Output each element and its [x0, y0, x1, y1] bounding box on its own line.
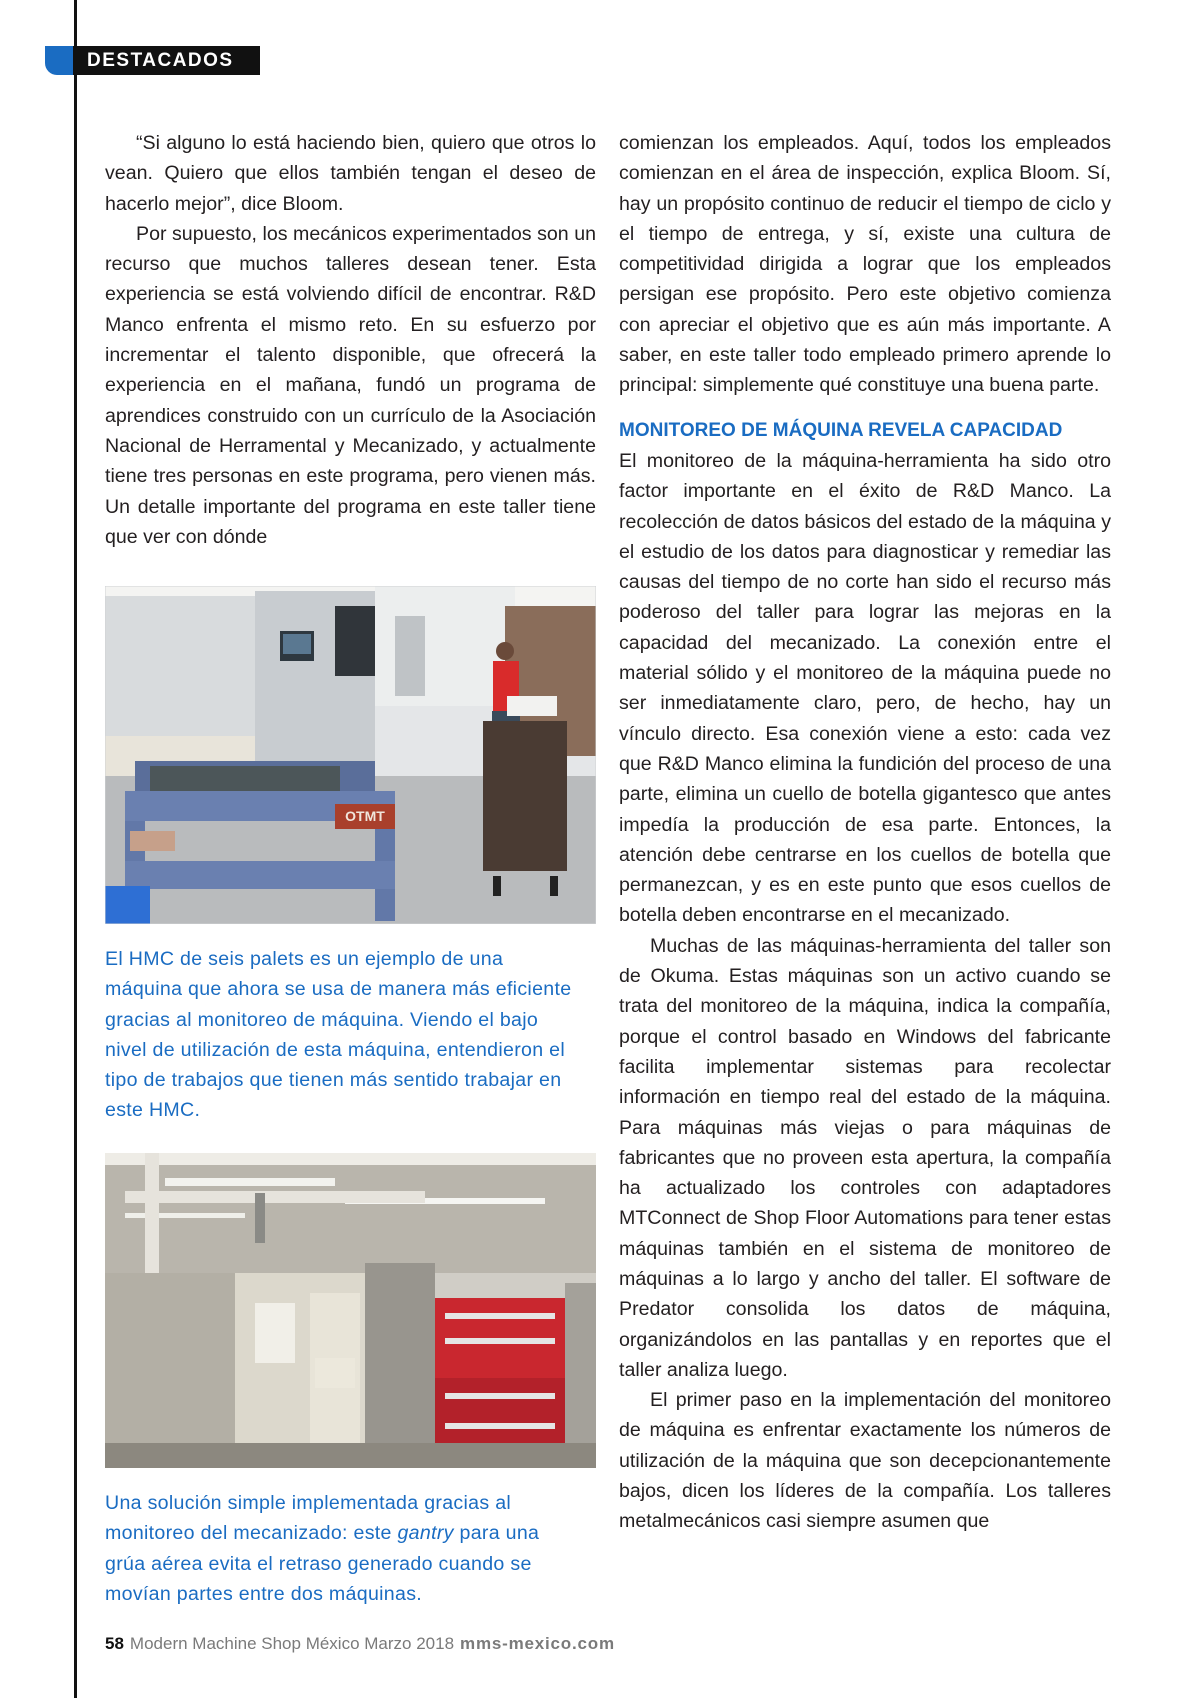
section-subheading: MONITOREO DE MÁQUINA REVELA CAPACIDAD: [619, 419, 1063, 441]
left-column: [105, 128, 596, 552]
body-paragraph: Por supuesto, los mecánicos experimentados son un recurso que muchos talleres desean tener. Esta experiencia se está volviendo difícil de encontrar. R&D Manco enfrenta el mismo reto. En su esfuerzo por incrementar el talento disponible, que ofrecerá la experiencia en el mañana, fundó un programa de aprendices construido con un currículo de la Asociación Nacional de Herramental y Mecanizado, y actualmente tiene tres personas en este programa, pero vienen más. Un detalle importante del programa en este taller tiene que ver con dónde: [105, 222, 596, 548]
photo-gantry-illustration: [105, 1153, 596, 1468]
photo-hmc-illustration: [105, 586, 596, 924]
page-number: 58: [105, 1634, 124, 1653]
photo-hmc-shop-floor: [105, 586, 596, 924]
page-footer: [105, 1634, 615, 1654]
body-paragraph: comienzan los empleados. Aquí, todos los empleados comienzan en el área de inspección, explica Bloom. Sí, hay un propósito continuo de reducir el tiempo de ciclo y el tiempo de entrega, y sí, existe una cultura de competitividad dirigida a lograr que los empleados persigan ese propósito. Pero este objetivo comienza con apreciar el objetivo que es aún más importante. A saber, en este taller todo empleado primero aprende lo principal: simplemente qué constituye una buena parte.: [619, 132, 1111, 397]
section-label: DESTACADOS: [73, 46, 260, 75]
body-paragraph: El monitoreo de la máquina-herramienta ha sido otro factor importante en el éxito de R&D Manco. La recolección de datos básicos del estado de la máquina y el estudio de los datos para diagnosticar y remediar las causas del tiempo de no corte han sido el recurso más poderoso del taller para lograr las mejoras en la capacidad del mecanizado. La conexión entre el material sólido y el monitoreo de la máquina puede no ser inmediatamente claro, pero, de hecho, hay un vínculo directo. Esa conexión viene a esto: cada vez que R&D Manco elimina la fundición del proceso de una parte, elimina un cuello de botella gigantesco que antes impedía la producción de esa parte. Entonces, la atención debe centrarse en los cuellos de botella que permanezcan, y es en este punto que esos cuellos de botella deben encontrarse en el mecanizado.: [619, 449, 1111, 927]
publication-line: Modern Machine Shop México Marzo 2018: [129, 1634, 455, 1653]
caption2-text-end: para una grúa aérea evita el retraso generado cuando se movían partes entre dos máquinas.: [105, 1522, 540, 1605]
website-link[interactable]: mms-mexico.com: [460, 1634, 615, 1653]
caption2-text-start: Una solución simple implementada gracias al monitoreo del mecanizado: este: [105, 1492, 512, 1545]
body-paragraph: El primer paso en la implementación del monitoreo de máquina es enfrentar exactamente los números de utilización de la máquina que son decepcionantemente bajos, dicen los líderes de la compañía. Los talleres metalmecánicos casi siempre asumen que: [619, 1389, 1111, 1533]
photo-caption-1: El HMC de seis palets es un ejemplo de una máquina que ahora se usa de manera más eficiente gracias al monitoreo de máquina. Viendo el bajo nivel de utilización de esta máquina, entendieron el tipo de trabajos que tienen más sentido trabajar en este HMC.: [105, 948, 572, 1122]
right-column: [619, 128, 1111, 1537]
photo-gantry-crane: [105, 1153, 596, 1468]
section-label-tab: [45, 46, 260, 75]
section-tab-accent: [45, 46, 73, 75]
body-paragraph: Muchas de las máquinas-herramienta del taller son de Okuma. Estas máquinas son un activo cuando se trata del monitoreo de la máquina, indica la compañía, porque el control basado en Windows del fabricante facilita implementar sistemas para recolectar información en tiempo real del estado de la máquina. Para máquinas más viejas o para máquinas de fabricantes que no proveen esta apertura, la compañía ha actualizado los controles con adaptadores MTConnect de Shop Floor Automations para tener estas máquinas también en el sistema de monitoreo de máquinas a lo largo y ancho del taller. El software de Predator consolida los datos de máquina, organizándolos en las pantallas y en reportes que el taller analiza luego.: [619, 934, 1111, 1381]
caption2-emphasis: gantry: [397, 1522, 454, 1545]
page-edge-rule: [74, 0, 77, 1698]
body-paragraph: “Si alguno lo está haciendo bien, quiero que otros lo vean. Quiero que ellos también tengan el deseo de hacerlo mejor”, dice Bloom.: [105, 132, 596, 215]
cart-label: OTMT: [345, 808, 385, 824]
photo-caption-2: [105, 1488, 585, 1609]
